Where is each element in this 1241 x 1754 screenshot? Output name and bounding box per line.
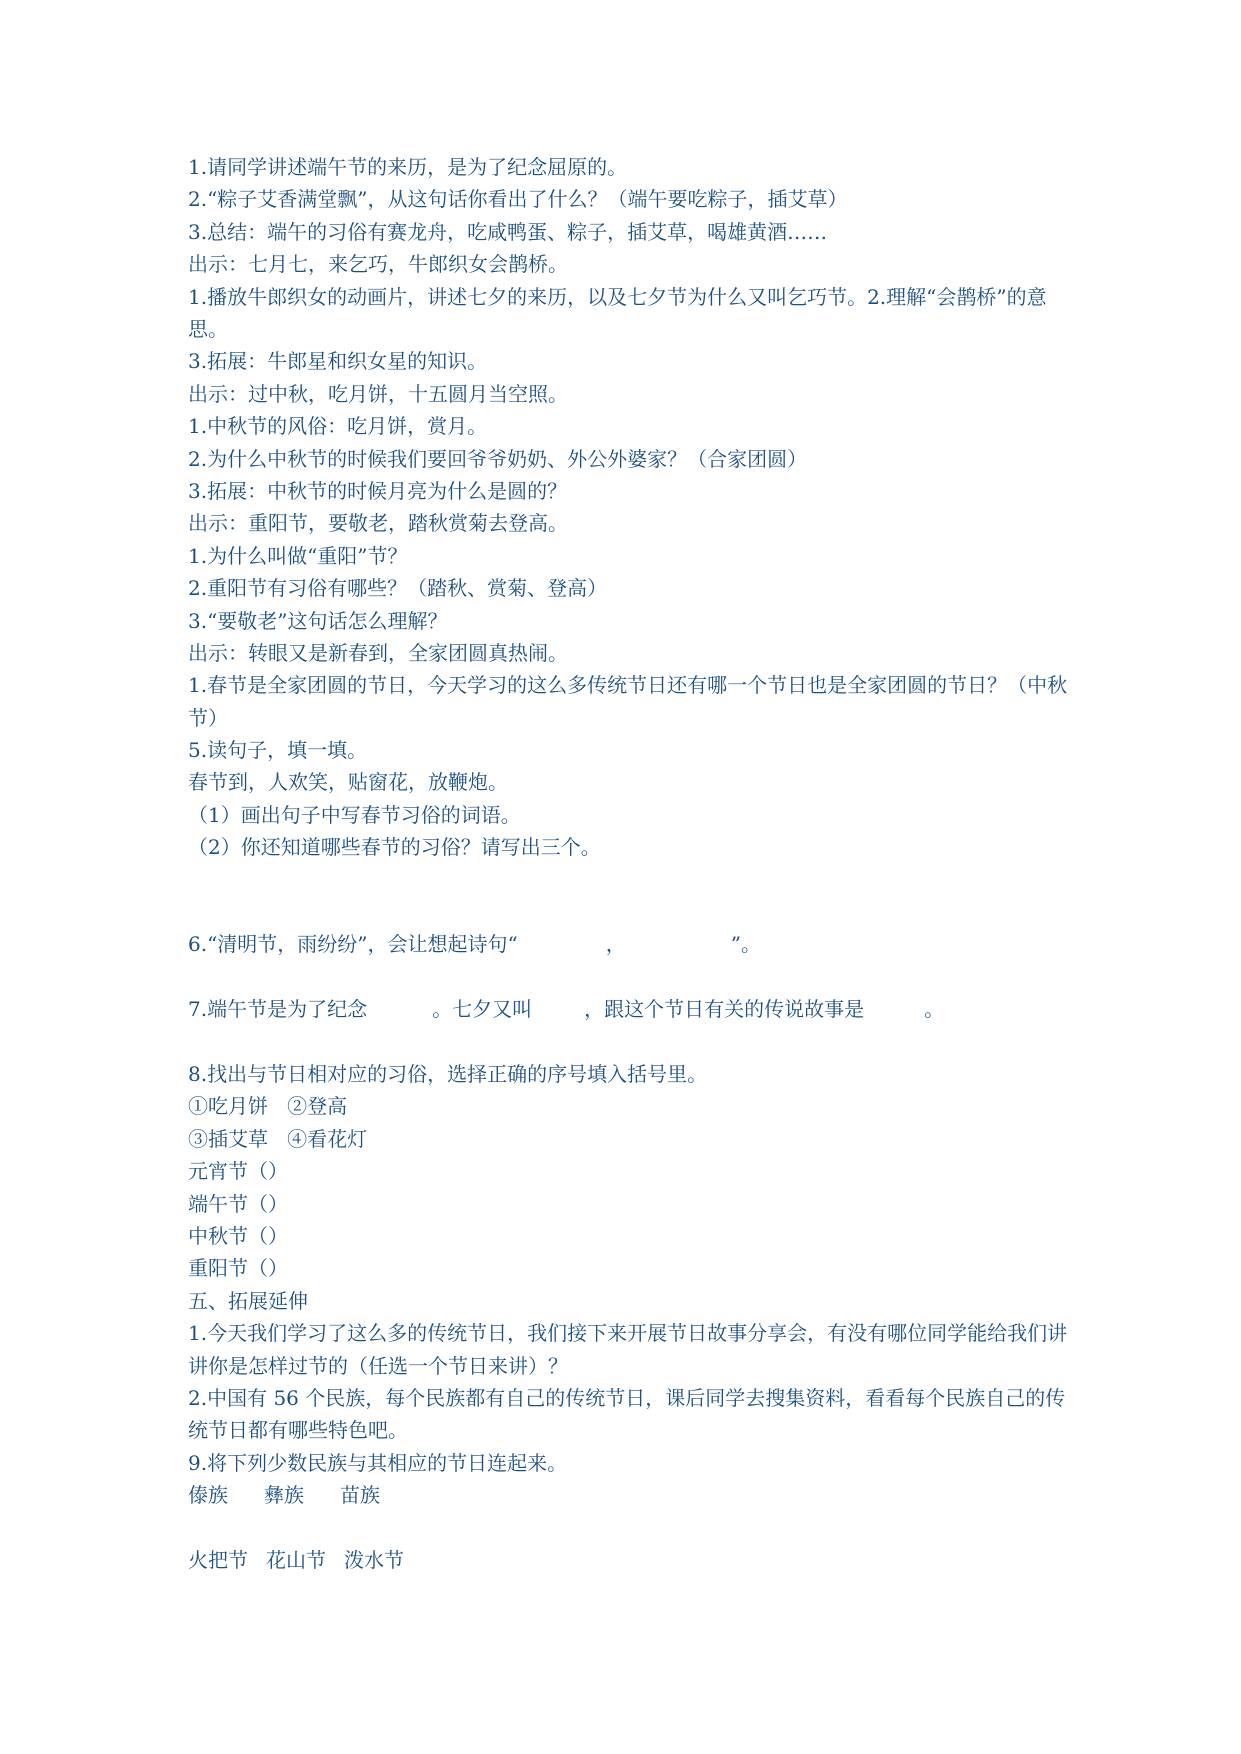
question-7-part4: 。 — [924, 997, 945, 1022]
document-body — [188, 151, 1068, 1576]
question-6-suffix: ”。 — [730, 932, 761, 957]
question-8-item: 元宵节（） — [188, 1159, 288, 1184]
question-6-prefix: 6.“清明节，雨纷纷”，会让想起诗句“ — [188, 932, 518, 957]
text-line: 3.拓展：中秋节的时候月亮为什么是圆的？ — [188, 478, 568, 503]
text-line: （1）画出句子中写春节习俗的词语。 — [188, 802, 521, 827]
text-line: 1.中秋节的风俗：吃月饼，赏月。 — [188, 414, 488, 439]
ethnic-group: 傣族 — [188, 1483, 228, 1508]
question-8-options: ③插艾草 ④看花灯 — [188, 1126, 368, 1151]
text-paragraph: 1.春节是全家团圆的节日，今天学习的这么多传统节日还有哪一个节日也是全家团圆的节日？（中秋节） — [188, 673, 1068, 730]
text-line: 1.为什么叫做“重阳”节？ — [188, 543, 408, 568]
text-line: 出示：过中秋，吃月饼，十五圆月当空照。 — [188, 381, 568, 406]
spacer — [188, 1026, 1068, 1058]
question-7-part3: ，跟这个节日有关的传说故事是 — [584, 997, 865, 1022]
text-line: （2）你还知道哪些春节的习俗？请写出三个。 — [188, 835, 601, 860]
question-8-title: 8.找出与节日相对应的习俗，选择正确的序号填入括号里。 — [188, 1062, 708, 1087]
text-line: 1.请同学讲述端午节的来历，是为了纪念屈原的。 — [188, 155, 628, 179]
question-8-item: 端午节（） — [188, 1191, 288, 1216]
spacer — [188, 961, 1068, 993]
question-9-title: 9.将下列少数民族与其相应的节日连起来。 — [188, 1450, 568, 1475]
festival: 泼水节 — [344, 1547, 404, 1572]
question-8-item: 重阳节（） — [188, 1256, 288, 1281]
section-heading: 五、拓展延伸 — [188, 1288, 308, 1313]
text-line: 春节到，人欢笑，贴窗花，放鞭炮。 — [188, 770, 508, 795]
text-line: 出示：转眼又是新春到，全家团圆真热闹。 — [188, 640, 568, 665]
ethnic-group: 苗族 — [340, 1483, 380, 1508]
question-7-part2: 。七夕又叫 — [432, 997, 533, 1022]
text-paragraph: 1.播放牛郎织女的动画片，讲述七夕的来历，以及七夕节为什么又叫乞巧节。2.理解“会鹊桥”的意思。 — [188, 284, 1047, 341]
ethnic-group: 彝族 — [264, 1483, 304, 1508]
text-line: 3.“要敬老”这句话怎么理解？ — [188, 608, 448, 633]
festival: 花山节 — [266, 1547, 326, 1572]
question-7-part1: 7.端午节是为了纪念 — [188, 997, 368, 1022]
text-line: 2.“粽子艾香满堂飘”，从这句话你看出了什么？（端午要吃粽子，插艾草） — [188, 187, 848, 212]
text-paragraph: 2.中国有 56 个民族，每个民族都有自己的传统节日，课后同学去搜集资料，看看每个民族自己的传统节日都有哪些特色吧。 — [188, 1385, 1066, 1443]
text-line: 出示：七月七，来乞巧，牛郎织女会鹊桥。 — [188, 252, 568, 277]
question-8-options: ①吃月饼 ②登高 — [188, 1094, 348, 1119]
festivals-row — [188, 1544, 1068, 1576]
text-line: 5.读句子，填一填。 — [188, 738, 368, 763]
spacer — [188, 1512, 1068, 1544]
ethnic-groups-row — [188, 1479, 1068, 1511]
text-line: 2.为什么中秋节的时候我们要回爷爷奶奶、外公外婆家？（合家团圆） — [188, 446, 808, 471]
question-7 — [188, 993, 1068, 1025]
text-line: 出示：重阳节，要敬老，踏秋赏菊去登高。 — [188, 511, 568, 536]
text-line: 3.总结：端午的习俗有赛龙舟，吃咸鸭蛋、粽子，插艾草，喝雄黄酒…… — [188, 219, 828, 244]
spacer — [188, 864, 1068, 929]
text-line: 2.重阳节有习俗有哪些？（踏秋、赏菊、登高） — [188, 576, 608, 601]
text-line: 3.拓展：牛郎星和织女星的知识。 — [188, 349, 488, 374]
question-6 — [188, 928, 1068, 960]
text-paragraph: 1.今天我们学习了这么多的传统节日，我们接下来开展节日故事分享会，有没有哪位同学能给我们讲讲你是怎样过节的（任选一个节日来讲）？ — [188, 1321, 1068, 1378]
festival: 火把节 — [188, 1547, 248, 1572]
question-6-comma: ， — [605, 932, 626, 957]
question-8-item: 中秋节（） — [188, 1223, 288, 1248]
